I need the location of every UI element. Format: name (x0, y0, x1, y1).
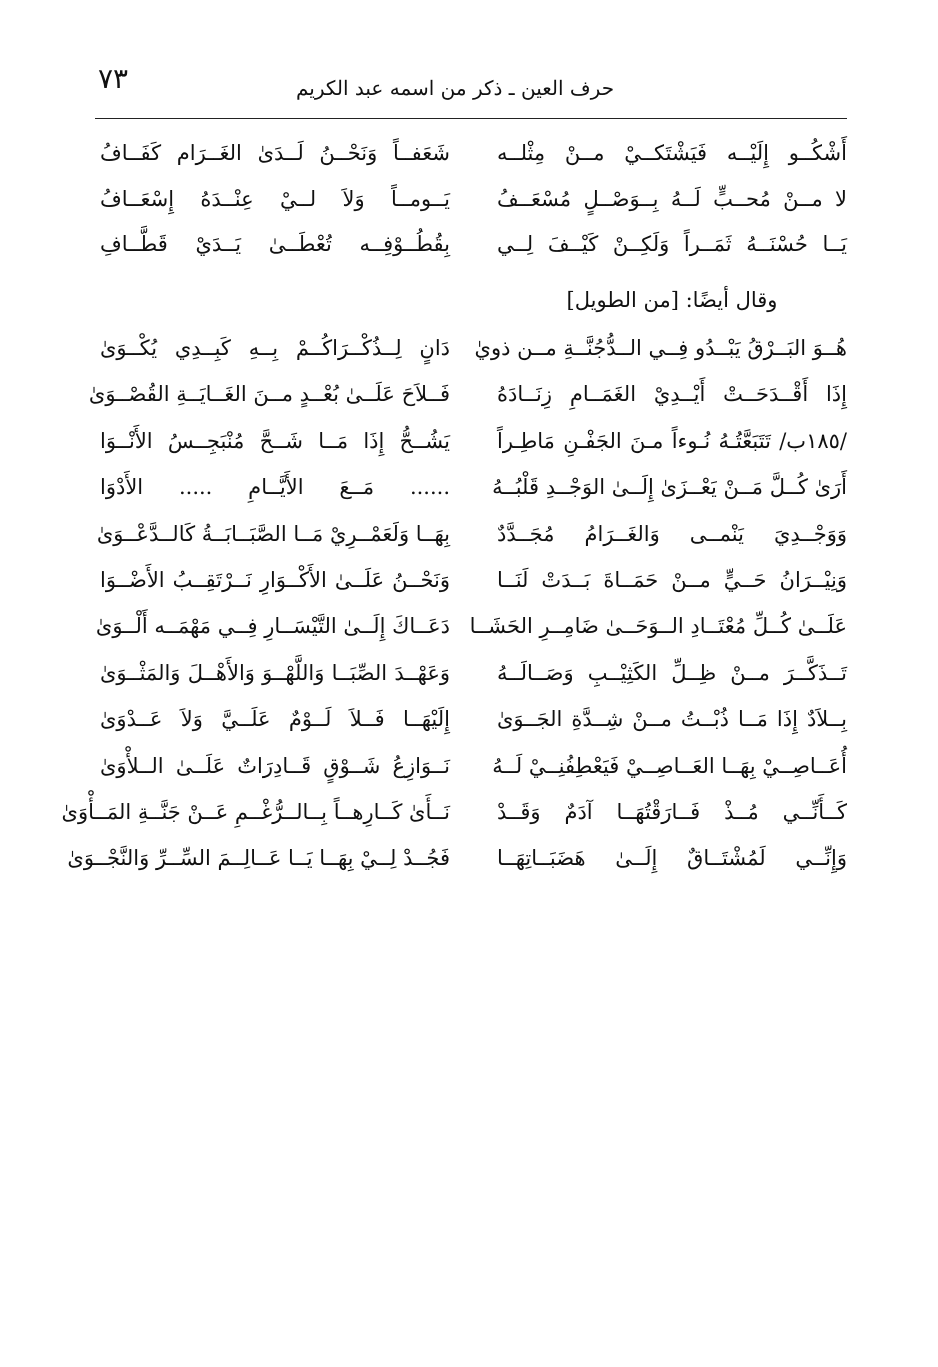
verse-line: دَعَــاكَ إِلَــىٰ التَّيْسَــارِ فِــي مَهْمَــه أَلْــوَىٰ (95, 614, 450, 639)
verse-line: وَعَهْــدَ الصِّبَــا وَاللَّهْــوَ وَالأَهْــلَ وَالمَثْــوَىٰ (100, 660, 450, 685)
poem1-right-hemistichs (497, 131, 847, 268)
verse-line: كَــأَنِّــي مُــذْ فَــارَقْتُهَــا آدَمٌ وَقَــدْ (497, 799, 847, 824)
verse-line: أَرَىٰ كُــلَّ مَــنْ يَعْــزَىٰ إِلَــىٰ الوَجْــدِ قَلْبُــهُ (492, 475, 847, 500)
page-number: ٧٣ (98, 62, 129, 95)
poem1-left-hemistichs (100, 131, 450, 268)
verse-line: يَــومــاً وَلاَ لــيْ عِنْــدَهُ إِسْعَــافُ (100, 186, 450, 211)
poem2-right-hemistichs (469, 325, 847, 882)
verse-line: بِقُطُــوْفِــه تُعْطَــىٰ يَــدَيْ قَطَّــافِ (100, 232, 450, 257)
verse-line: بِهَــا وَلَعَمْــرِيْ مَــا الصَّبَــابَــةُ كَالــدَّعْــوَىٰ (96, 521, 450, 546)
verse-line: يَــا حُسْنَــهُ ثَمَــراً وَلَكِــنْ كَيْــفَ لِــي (497, 232, 847, 257)
verse-line: وَإِنِّــي لَمُشْتَــاقٌ إِلَــىٰ هَضَبَــاتِهَــا (497, 846, 847, 871)
verse-line: هُــوَ البَــرْقُ يَبْــدُو فِــي الــدُّجُنَّــةِ مــن ذويٰ (474, 336, 847, 360)
verse-line: بِــلاَدٌ إِذَا مَــا ذُبْــتُ مــنْ شِــدَّةِ الجَــوَىٰ (497, 707, 847, 732)
header-rule (95, 118, 847, 119)
verse-line: إِذَا أَقْــدَحَــتْ أَيْــدِيْ الغَمَــامِ زِنَــادَهُ (497, 382, 847, 407)
verse-line: نَــوَازِعُ شَــوْقٍ قَــادِرَاتٌ عَلَــىٰ الــلأْوَىٰ (100, 753, 450, 778)
running-head: حرف العين ـ ذكر من اسمه عبد الكريم (295, 76, 615, 100)
verse-line: فَجُــدْ لِــيْ بِهَــا يَــا عَــالِــمَ السِّــرِّ وَالنَّجْــوَىٰ (67, 846, 450, 871)
verse-line: دَانٍ لِــذُكْــرَاكُــمْ بِــهِ كَبِــدِي يُكْــوَىٰ (100, 336, 450, 360)
verse-line: إِلَيْهَــا فَــلاَ لَــوْمٌ عَلَــيَّ وَلاَ عَــدْوَىٰ (100, 707, 450, 732)
verse-line: نَــأَىٰ كَــارِهــاً بِــالــرُّغْــمِ عَــنْ جَنَّــةِ المَــأْوَىٰ (61, 799, 450, 824)
verse-line: /١٨٥ب/ تَتَبَعَّتُـهُ نُـوءاً مـنَ الجَفْـنِ مَاطِـراً (497, 428, 847, 453)
verse-line: يَشُــحُّ إِذَا مَــا شَــحَّ مُنْبَجِــسُ الأَنْــوَا (100, 428, 450, 453)
verse-line: وَنِيْــرَانُ حَــيٍّ مــنْ حَمَــاةَ بَــدَتْ لَنَــا (497, 567, 847, 592)
verse-line: عَلَــىٰ كُــلِّ مُعْتَــادِ الــوَحَــىٰ ضَامِــرِ الحَشَــا (469, 614, 847, 639)
poem2-left-hemistichs (61, 325, 450, 882)
verse-line: ...... مَــعَ الأَيَّــامِ ..... الأَدْوَا (100, 475, 450, 500)
verse-line: وَوَجْــدِيَ يَنْمــى وَالغَــرَامُ مُجَــدَّدٌ (497, 521, 847, 546)
verse-line: شَعَفــاً وَنَحْــنُ لَــدَىٰ الغَــرَام كَفَــافُ (100, 141, 450, 165)
verse-line: تَــذَكَّــرَ مــنْ ظِــلِّ الكَثِيْــبِ وَصَــالَــهُ (497, 660, 847, 685)
verse-line: أُعَــاصِــيْ بِهَــا العَــاصِــيْ فَيَعْطِفُنِــيْ لَــهُ (492, 753, 847, 778)
verse-line: وَنَحْــنُ عَلَــىٰ الأَكْــوَارِ نَــرْتَقِــبُ الأَضْــوَا (100, 567, 450, 592)
verse-line: فَــلاَحَ عَلَــىٰ بُعْــدٍ مــنَ الغَــايَــةِ القُصْــوَىٰ (88, 382, 450, 407)
verse-line: أَشْكُــو إِلَيْــه فَيَشْتَكــيْ مــنْ مِثْلــه (497, 141, 847, 165)
poem-intro: وقال أيضًا: [من الطويل] (566, 288, 778, 312)
verse-line: لا مــنْ مُحــبٍّ لَــهُ بِــوَصْــلٍ مُسْعَــفُ (497, 186, 847, 211)
